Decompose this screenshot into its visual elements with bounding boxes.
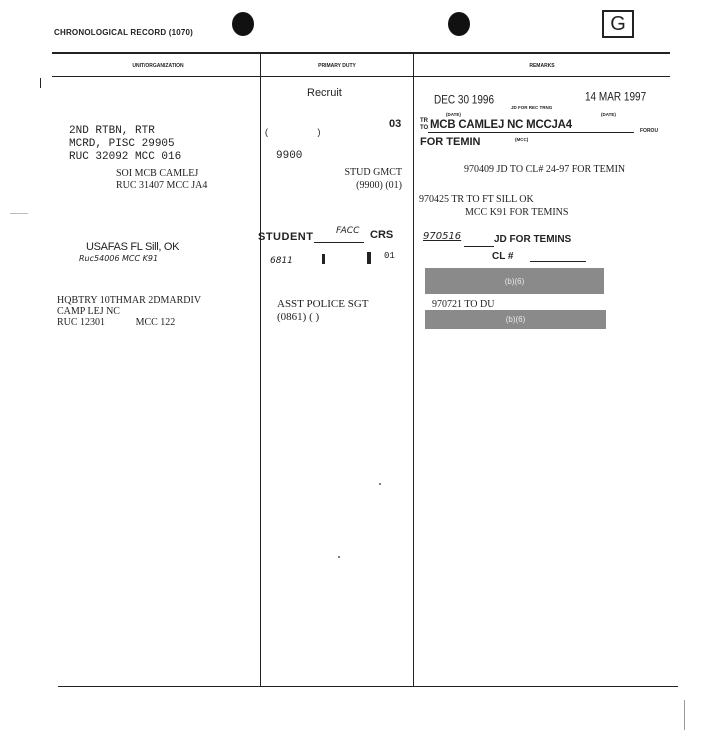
column-divider-2 — [413, 53, 414, 686]
remarks-stamp-small-label: JD FOR REC TRNG — [511, 105, 553, 110]
remarks-stamp-to: TO — [420, 125, 429, 131]
column-header-rule — [52, 76, 670, 77]
duty-entry-4-suffix: CRS — [370, 229, 394, 241]
remarks-entry-2 — [419, 193, 568, 219]
footer-rule — [58, 686, 678, 687]
remarks-entry-3-cl: CL # — [492, 251, 514, 262]
unit-entry-3-line-2: Ruc54006 MCC K91 — [79, 254, 159, 263]
duty-entry-1-code: 03 — [389, 118, 402, 130]
remarks-stamp-tr: TR — [420, 118, 428, 124]
unit-entry-3-line-1: USAFAS FL Sill, OK — [86, 241, 180, 253]
unit-entry-4-line-2: CAMP LEJ NC — [57, 306, 120, 317]
unit-entry-1-line-2: MCRD, PISC 29905 — [69, 138, 175, 150]
form-title: CHRONOLOGICAL RECORD (1070) — [54, 28, 194, 37]
remarks-stamp-org: MCB CAMLEJ NC MCCJA4 — [430, 117, 572, 131]
left-margin-mark — [40, 78, 41, 88]
remarks-entry-3-cl-blank — [530, 261, 586, 262]
remarks-stamp-date-left: DEC 30 1996 — [434, 94, 495, 107]
scan-speck — [10, 213, 28, 214]
remarks-stamp-date-label-2: (DATE) — [601, 112, 616, 117]
column-header-duty: PRIMARY DUTY — [318, 63, 356, 69]
unit-entry-1-line-1: 2ND RTBN, RTR — [69, 125, 155, 137]
redaction-block-2: (b)(6) — [425, 310, 606, 329]
duty-entry-4-number: 01 — [384, 251, 395, 261]
corner-letter-box — [602, 10, 634, 38]
remarks-stamp-date-right: 14 MAR 1997 — [585, 91, 647, 104]
duty-entry-2: 9900 — [276, 150, 303, 162]
duty-entry-3-line-1: STUD GMCT — [344, 167, 402, 178]
duty-entry-4-code: 6811 — [270, 256, 293, 266]
duty-entry-5-line-2: (0861) ( ) — [277, 311, 320, 323]
duty-entry-5 — [277, 298, 368, 324]
unit-entry-4-line-1: HQBTRY 10THMAR 2DMARDIV — [57, 295, 202, 306]
redaction-block-1: (b)(6) — [425, 268, 604, 294]
duty-entry-4-student: STUDENT — [258, 231, 314, 243]
corner-letter: G — [610, 12, 626, 35]
duty-entry-1: Recruit — [307, 87, 342, 99]
remarks-entry-3-text: JD FOR TEMINS — [494, 234, 572, 245]
scan-speck — [379, 483, 381, 485]
duty-entry-5-line-1: ASST POLICE SGT — [277, 298, 369, 310]
duty-entry-4-underline — [314, 242, 364, 243]
remarks-stamp-forou: FOROU — [640, 128, 659, 134]
punch-hole-left — [232, 12, 254, 36]
unit-entry-4-ruc: RUC 12301 — [57, 317, 106, 328]
unit-entry-4 — [57, 295, 201, 328]
column-divider-1 — [260, 53, 261, 686]
unit-entry-2-line-1: SOI MCB CAMLEJ — [116, 168, 199, 179]
scan-speck — [338, 556, 340, 558]
remarks-entry-4: 970721 TO DU — [432, 299, 495, 310]
unit-entry-2-line-2: RUC 31407 MCC JA4 — [116, 180, 208, 191]
remarks-entry-2-line-2: MCC K91 FOR TEMINS — [465, 207, 569, 218]
remarks-stamp-underline — [428, 132, 634, 133]
remarks-stamp-for-temin: FOR TEMIN — [420, 136, 481, 148]
column-header-unit: UNIT/ORGANIZATION — [132, 63, 184, 69]
remarks-entry-2-line-1: 970425 TR TO FT SILL OK — [419, 194, 534, 205]
duty-entry-3 — [330, 166, 402, 192]
unit-entry-1 — [69, 125, 181, 164]
duty-entry-1-paren-open: ( — [264, 128, 270, 138]
column-header-remarks: REMARKS — [529, 63, 555, 69]
duty-entry-4-mark-2 — [367, 252, 371, 264]
unit-entry-4-mcc: MCC 122 — [135, 317, 176, 328]
right-margin-mark — [684, 700, 685, 730]
remarks-entry-3-date: 970516 — [423, 231, 462, 242]
duty-entry-3-line-2: (9900) (01) — [356, 180, 402, 191]
unit-entry-1-line-3: RUC 32092 MCC 016 — [69, 151, 182, 163]
unit-entry-2 — [116, 168, 207, 192]
unit-entry-3 — [79, 241, 180, 263]
duty-entry-4-mark-1 — [322, 254, 325, 264]
punch-hole-right — [448, 12, 470, 36]
duty-entry-4-handwritten: FACC — [336, 226, 360, 236]
remarks-stamp-mcc-label: (MCC) — [515, 137, 529, 142]
header-rule — [52, 52, 670, 54]
remarks-stamp-date-label-1: (DATE) — [446, 112, 461, 117]
remarks-entry-3-underline — [464, 246, 494, 247]
duty-entry-1-paren-close: ) — [316, 128, 322, 138]
remarks-entry-1: 970409 JD TO CL# 24-97 FOR TEMIN — [464, 164, 626, 175]
